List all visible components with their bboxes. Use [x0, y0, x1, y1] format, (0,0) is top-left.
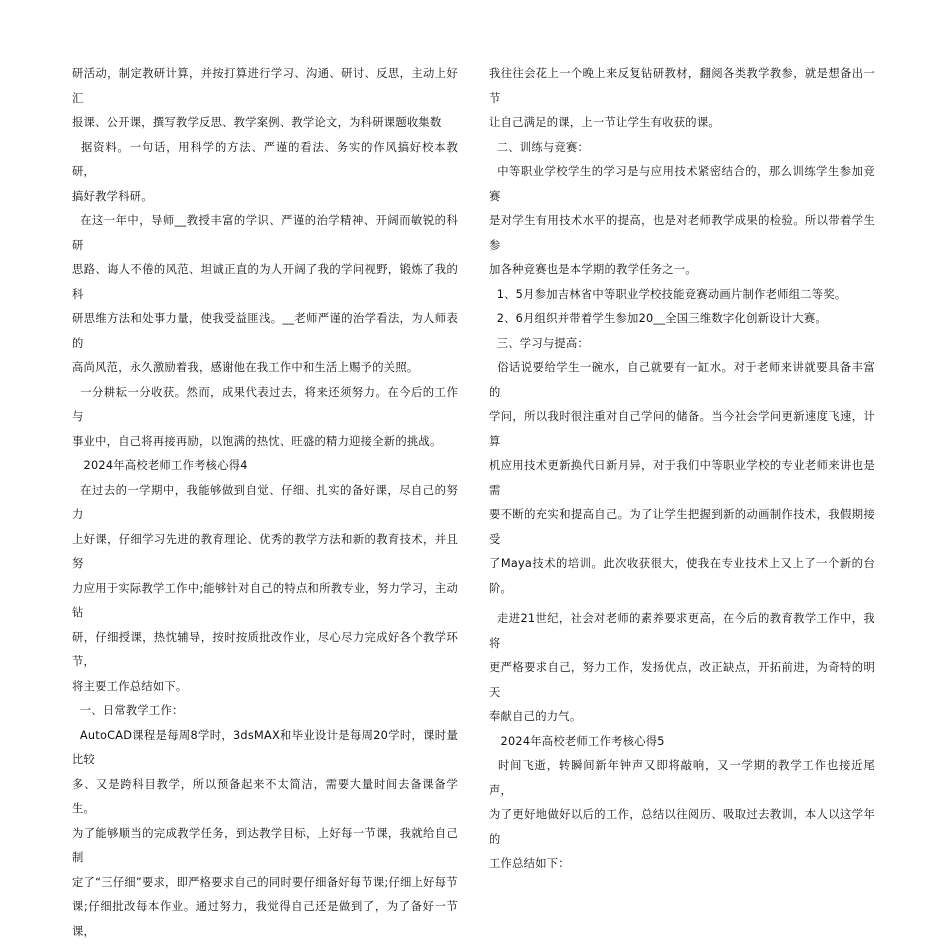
text-line: 在过去的一学期中，我能够做到自觉、仔细、扎实的备好课，尽自己的努力	[72, 483, 458, 521]
text-line: 研活动，制定教研计算，并按打算进行学习、沟通、研讨、反思，主动上好汇	[72, 67, 458, 105]
text-line: 二、训练与竞赛：	[489, 140, 590, 154]
text-line: 将主要工作总结如下。	[72, 679, 188, 693]
text-line: 要不断的充实和提高自己。为了让学生把握到新的动画制作技术，我假期接受	[489, 508, 875, 546]
text-line: 上好课，仔细学习先进的教育理论、优秀的教学方法和新的教育技术，并且努	[72, 532, 458, 570]
text-line: 研，仔细授课，热忱辅导，按时按质批改作业，尽心尽力完成好各个教学环节，	[72, 630, 458, 668]
section-heading: 2024年高校老师工作考核心得4	[72, 459, 248, 472]
text-line: 了Maya技术的培训。此次收获很大，使我在专业技术上又上了一个新的台阶。	[489, 557, 875, 595]
text-line: 走进21世纪，社会对老师的素养要求更高，在今后的教育教学工作中，我将	[489, 612, 875, 650]
text-line: 工作总结如下：	[489, 857, 570, 870]
text-line: 定了“三仔细”要求，即严格要求自己的同时要仔细备好每节课;仔细上好每节	[72, 875, 458, 889]
text-line: 报课、公开课，撰写教学反思、教学案例、教学论文，为科研课题收集数	[72, 116, 442, 129]
text-line: 力应用于实际教学工作中;能够针对自己的特点和所教专业，努力学习，主动钻	[72, 581, 458, 619]
text-line: 加各种竞赛也是本学期的教学任务之一。	[489, 263, 697, 276]
right-text-column	[489, 62, 875, 877]
text-line: 为了更好地做好以后的工作，总结以往阅历、吸取过去教训，本人以这学年的	[489, 808, 875, 846]
text-line: 2、6月组织并带着学生参加20__全国三维数字化创新设计大赛。	[489, 312, 827, 325]
text-line: 事业中，自己将再接再励，以饱满的热忱、旺盛的精力迎接全新的挑战。	[72, 434, 442, 448]
text-line: 一分耕耘一分收获。然而，成果代表过去，将来还须努力。在今后的工作与	[72, 385, 458, 423]
text-line: 一、日常教学工作：	[72, 704, 184, 717]
text-line: 时间飞逝，转瞬间新年钟声又即将敲响，又一学期的教学工作也接近尾声，	[489, 759, 875, 797]
text-line: 更严格要求自己，努力工作，发扬优点，改正缺点，开拓前进，为奇特的明天	[489, 661, 875, 699]
text-line: 为了能够顺当的完成教学任务，到达教学目标，上好每一节课，我就给自己制	[72, 826, 458, 864]
text-line: 据资料。一句话，用科学的方法、严谨的看法、务实的作风搞好校本教研，	[72, 140, 458, 178]
text-line: 课;仔细批改每本作业。通过努力，我觉得自己还是做到了，为了备好一节课，	[72, 900, 458, 938]
text-line: 研思维方法和处事力量，使我受益匪浅。__老师严谨的治学看法，为人师表的	[72, 312, 458, 350]
text-line: 三、学习与提高：	[489, 336, 590, 350]
text-line: 奉献自己的力气。	[489, 710, 582, 723]
left-text-column	[72, 62, 458, 944]
text-line: 高尚风范，永久激励着我，感谢他在我工作中和生活上赐予的关照。	[72, 361, 419, 374]
section-heading: 2024年高校老师工作考核心得5	[489, 734, 665, 748]
text-line: 机应用技术更新换代日新月异，对于我们中等职业学校的专业老师来讲也是需	[489, 459, 875, 497]
text-line: AutoCAD课程是每周8学时，3dsMAX和毕业设计是每周20学时，课时量比较	[72, 728, 458, 766]
text-line: 搞好教学科研。	[72, 189, 153, 203]
text-line: 俗话说要给学生一碗水，自己就要有一缸水。对于老师来讲就要具备丰富的	[489, 361, 875, 399]
text-line: 思路、诲人不倦的风范、坦诚正直的为人开阔了我的学问视野，锻炼了我的科	[72, 263, 458, 301]
text-line: 中等职业学校学生的学习是与应用技术紧密结合的，那么训练学生参加竞赛	[489, 165, 875, 203]
text-line: 我往往会花上一个晚上来反复钻研教材，翻阅各类教学教参，就是想备出一节	[489, 67, 875, 105]
text-line: 学问，所以我时很注重对自己学问的储备。当今社会学问更新速度飞速，计算	[489, 410, 875, 448]
text-line: 是对学生有用技术水平的提高，也是对老师教学成果的检验。所以带着学生参	[489, 214, 875, 252]
text-line: 1、5月参加吉林省中等职业学校技能竞赛动画片制作老师组二等奖。	[489, 287, 847, 301]
text-line: 让自己满足的课，上一节让学生有收获的课。	[489, 116, 720, 129]
text-line: 在这一年中，导师__教授丰富的学识、严谨的治学精神、开阔而敏锐的科研	[72, 214, 458, 252]
text-line: 多、又是跨科目教学，所以预备起来不太简洁，需要大量时间去备课备学生。	[72, 777, 458, 815]
